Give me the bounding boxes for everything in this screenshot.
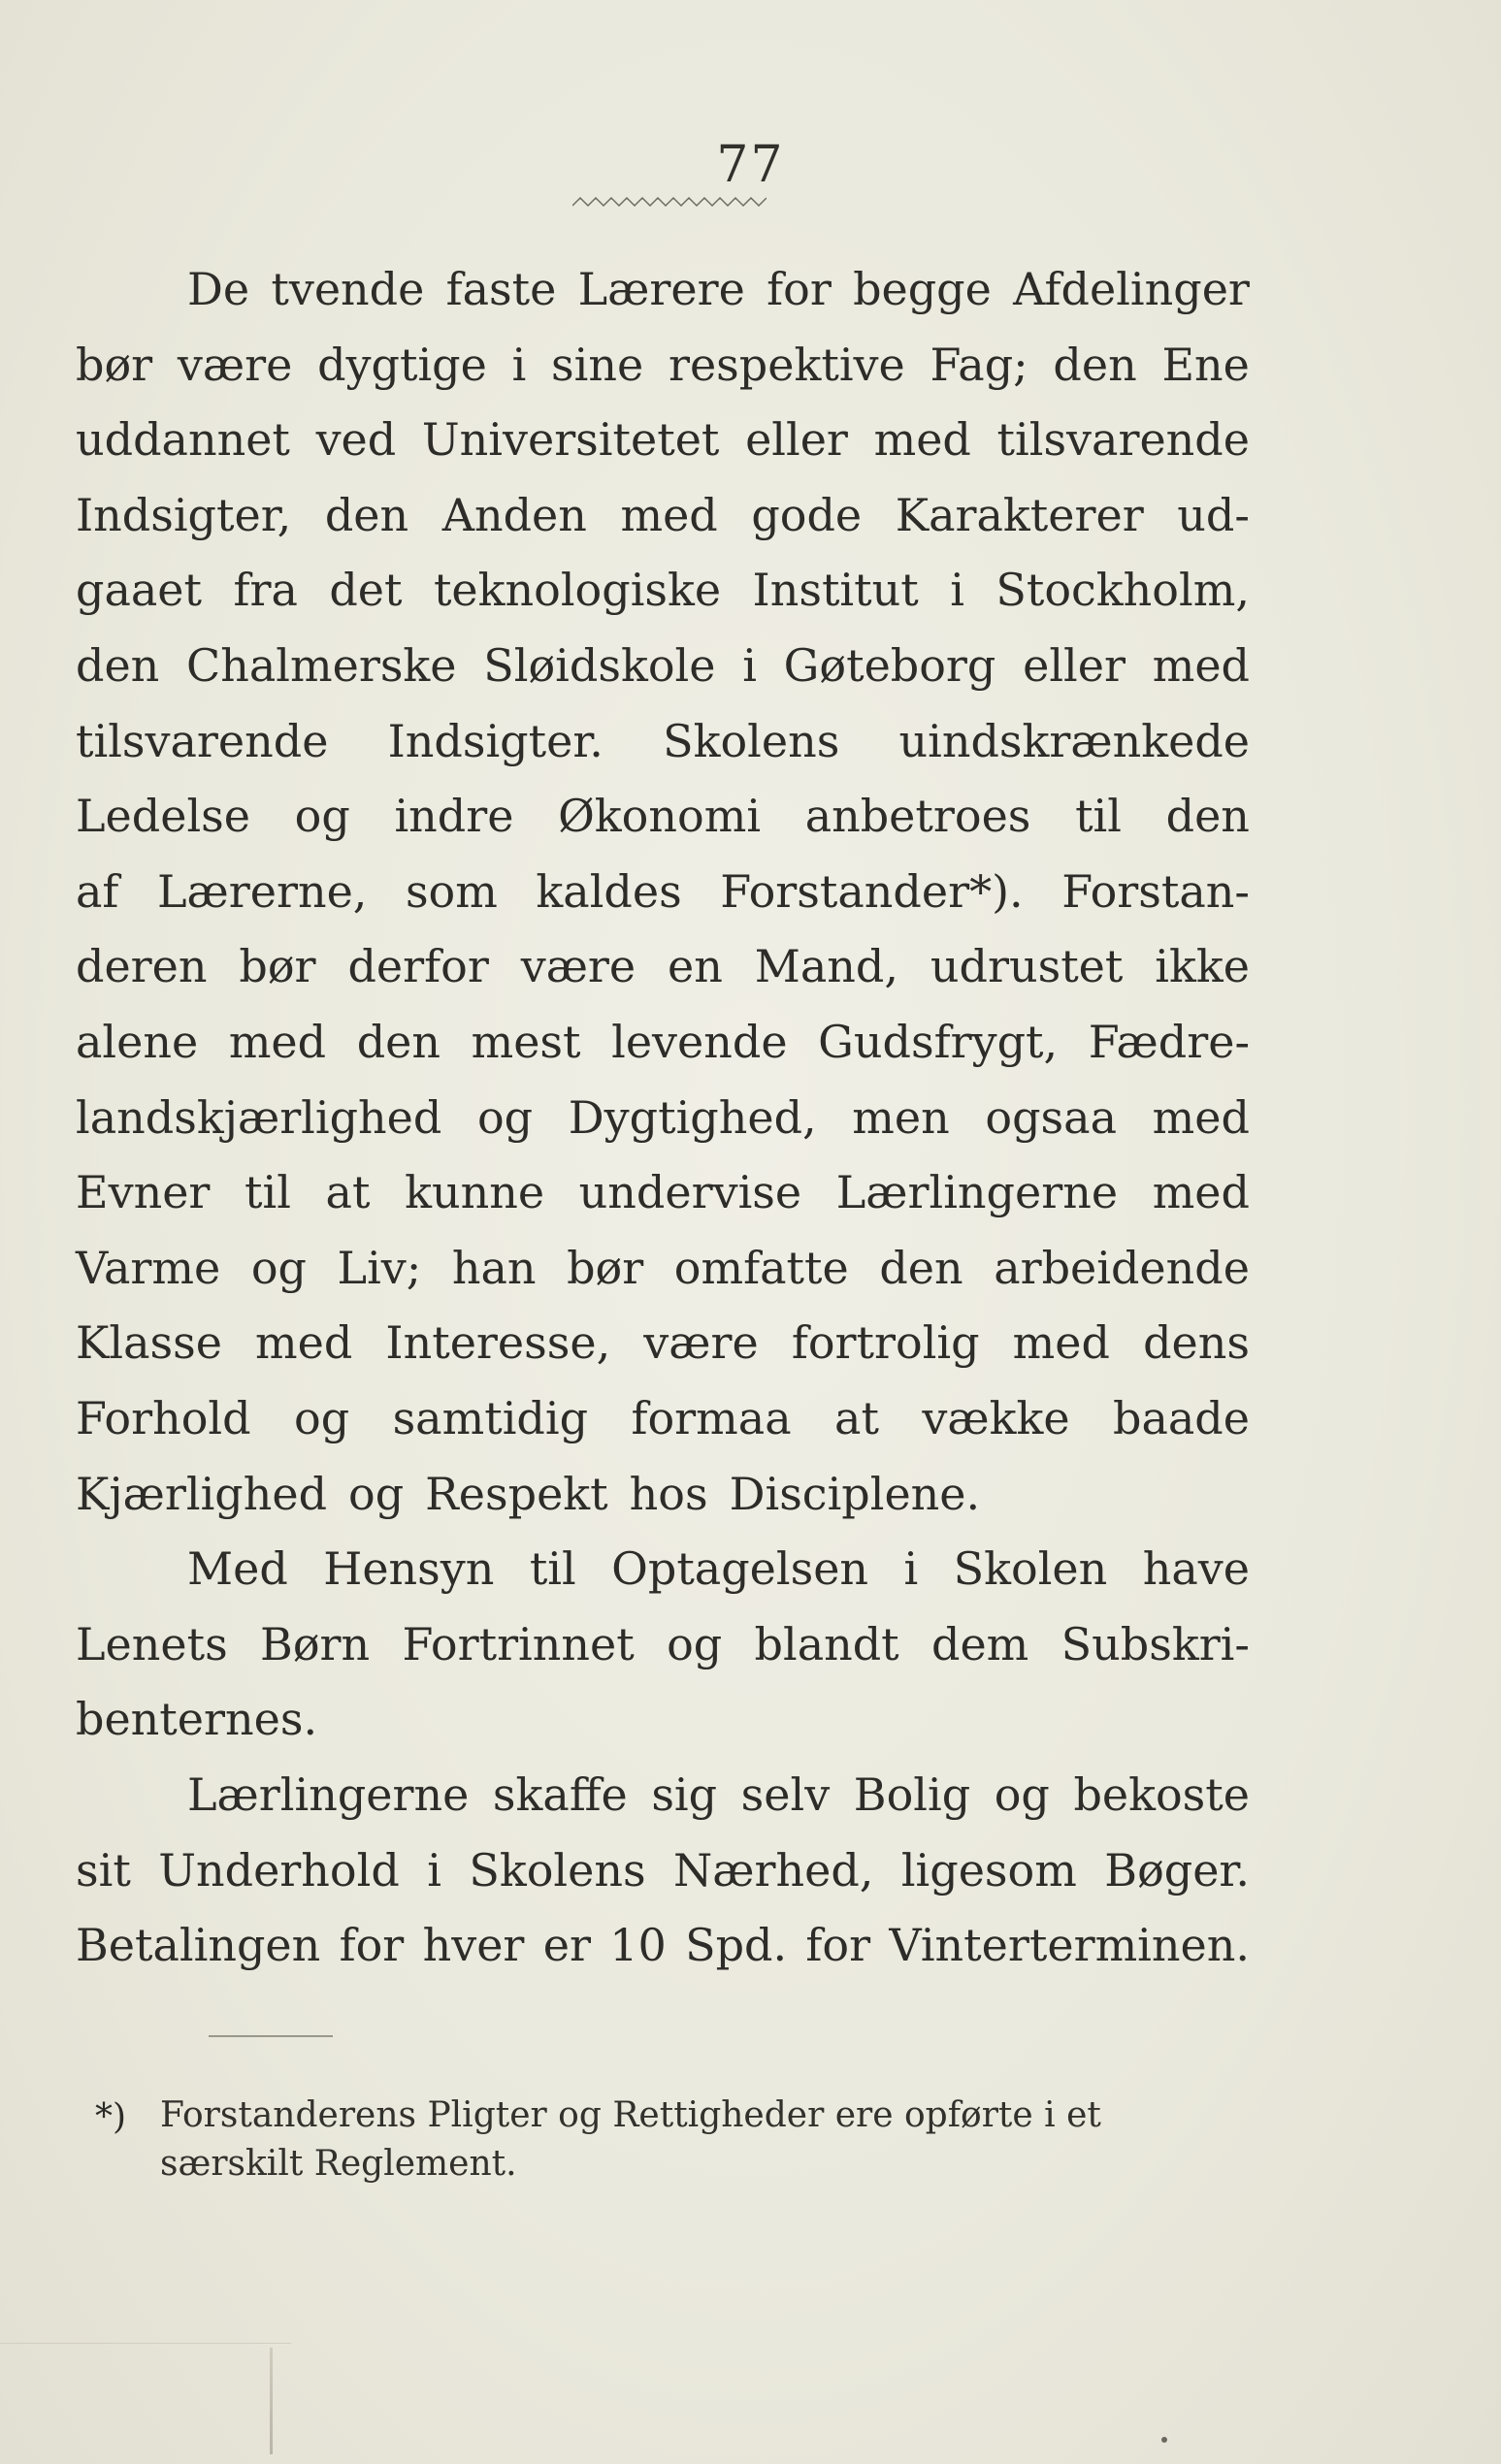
body-line: Evner til at kunne undervise Lærlingerne med [76,1166,1250,1218]
body-line: sit Underhold i Skolens Nærhed, ligesom Bøger. [76,1844,1250,1897]
page-number: 77 [716,136,785,194]
body-line: Ledelse og indre Økonomi anbetroes til den [76,790,1250,842]
body-line: af Lærerne, som kaldes Forstander*). Forstan- [76,865,1250,918]
body-line: Med Hensyn til Optagelsen i Skolen have [187,1542,1250,1595]
body-line: Kjærlighed og Respekt hos Disciplene. [76,1468,981,1520]
footnote-marker: *) [95,2097,127,2137]
body-line: Betalingen for hver er 10 Spd. for Vinterterminen. [76,1919,1250,1971]
body-line: Varme og Liv; han bør omfatte den arbeidende [76,1242,1250,1294]
body-line: benternes. [76,1693,318,1745]
body-line: bør være dygtige i sine respektive Fag; den Ene [76,339,1250,391]
body-line: De tvende faste Lærere for begge Afdelinger [187,263,1250,315]
footnote-line-2: særskilt Reglement. [160,2144,517,2184]
body-line: uddannet ved Universitetet eller med tilsvarende [76,413,1250,466]
body-line: landskjærlighed og Dygtighed, men ogsaa med [76,1091,1250,1144]
body-line: alene med den mest levende Gudsfrygt, Fædre- [76,1016,1250,1068]
body-line: Forhold og samtidig formaa at vække baade [76,1392,1250,1444]
footnote-rule [209,2035,333,2037]
body-line: Klasse med Interesse, være fortrolig med dens [76,1316,1250,1369]
body-line: tilsvarende Indsigter. Skolens uindskrænkede [76,715,1250,767]
body-line: Lenets Børn Fortrinnet og blandt dem Subskri- [76,1618,1250,1670]
footnote-line-1: Forstanderens Pligter og Rettigheder ere opførte i et [160,2095,1101,2135]
body-line: Lærlingerne skaffe sig selv Bolig og bekoste [187,1768,1250,1821]
page-edge-mark [0,2343,291,2344]
body-line: Indsigter, den Anden med gode Karakterer ud- [76,489,1250,541]
body-line: deren bør derfor være en Mand, udrustet ikke [76,940,1250,992]
decorative-rule [572,194,767,210]
body-line: den Chalmerske Sløidskole i Gøteborg eller med [76,639,1250,692]
fold-mark [270,2348,273,2454]
paper-speck [1161,2437,1167,2443]
body-line: gaaet fra det teknologiske Institut i Stockholm, [76,564,1250,616]
